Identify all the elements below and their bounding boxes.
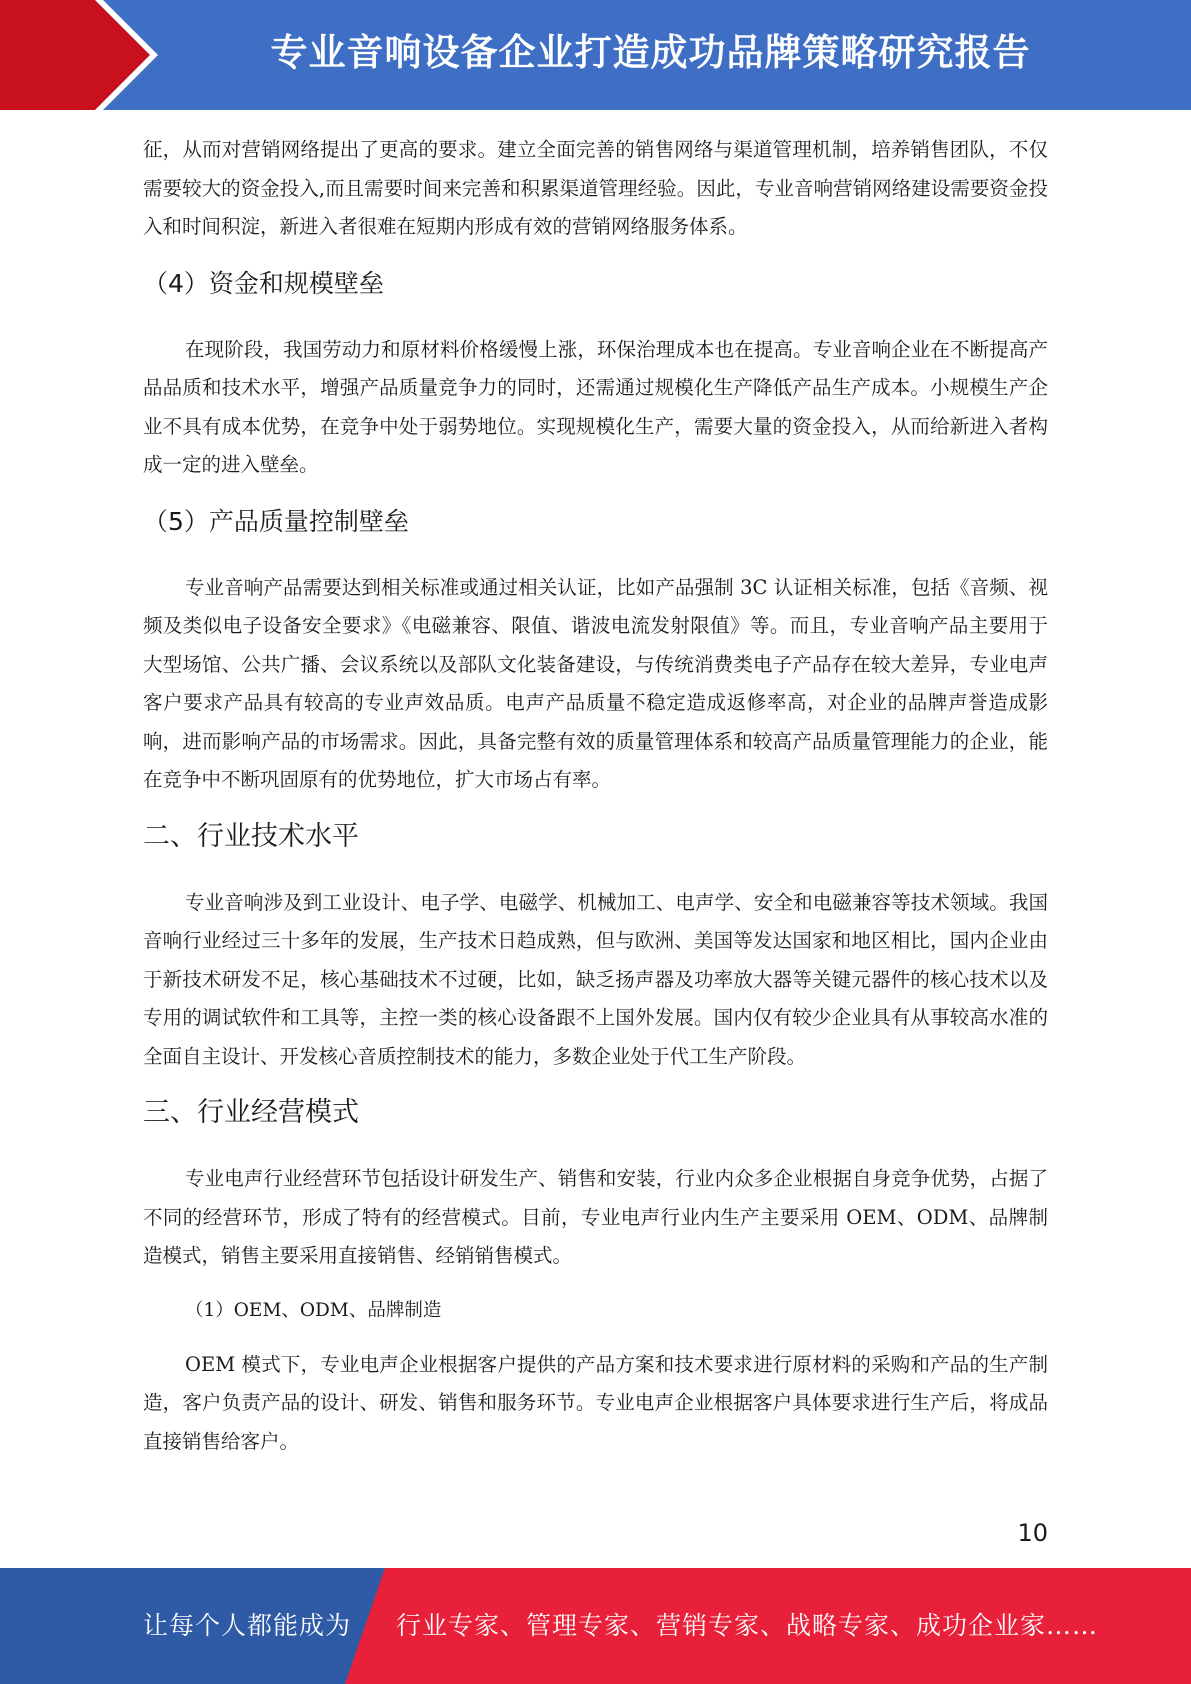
paragraph-capital-scale: 在现阶段，我国劳动力和原材料价格缓慢上涨，环保治理成本也在提高。专业音响企业在不断提高产品品质和技术水平，增强产品质量竞争力的同时，还需通过规模化生产降低产品生产成本。小规模生产企业不具有成本优势，在竞争中处于弱势地位。实现规模化生产，需要大量的资金投入，从而给新进入者构成一定的进入壁垒。	[143, 337, 1048, 476]
header-banner	[0, 0, 1191, 110]
footer-slogan-right: 行业专家、管理专家、营销专家、战略专家、成功企业家……	[396, 1611, 1099, 1640]
paragraph-marketing-network: 征，从而对营销网络提出了更高的要求。建立全面完善的销售网络与渠道管理机制，培养销售团队，不仅需要较大的资金投入,而且需要时间来完善和积累渠道管理经验。因此，专业音响营销网络建设需要资金投入和时间积淀，新进入者很难在短期内形成有效的营销网络服务体系。	[143, 138, 1048, 238]
paragraph-industry-technology: 专业音响涉及到工业设计、电子学、电磁学、机械加工、电声学、安全和电磁兼容等技术领域。我国音响行业经过三十多年的发展，生产技术日趋成熟，但与欧洲、美国等发达国家和地区相比，国内企业由于新技术研发不足，核心基础技术不过硬，比如，缺乏扬声器及功率放大器等关键元器件的核心技术以及专用的调试软件和工具等，主控一类的核心设备跟不上国外发展。国内仅有较少企业具有从事较高水准的全面自主设计、开发核心音质控制技术的能力，多数企业处于代工生产阶段。	[143, 890, 1048, 1068]
heading-quality-control-barrier: （5）产品质量控制壁垒	[143, 506, 409, 536]
footer-slogan-left: 让每个人都能成为	[143, 1611, 352, 1640]
footer-banner	[0, 1568, 1191, 1684]
paragraph-oem-mode: OEM 模式下，专业电声企业根据客户提供的产品方案和技术要求进行原材料的采购和产品的生产制造，客户负责产品的设计、研发、销售和服务环节。专业电声企业根据客户具体要求进行生产后，将成品直接销售给客户。	[143, 1352, 1048, 1453]
document-body	[143, 131, 1048, 1461]
report-title: 专业音响设备企业打造成功品牌策略研究报告	[270, 31, 1031, 74]
heading-business-model: 三、行业经营模式	[143, 1097, 359, 1128]
paragraph-quality-control: 专业音响产品需要达到相关标准或通过相关认证，比如产品强制 3C 认证相关标准，包括《音频、视频及类似电子设备安全要求》《电磁兼容、限值、谐波电流发射限值》等。而且，专业音响产品主要用于大型场馆、公共广播、会议系统以及部队文化装备建设，与传统消费类电子产品存在较大差异，专业电声客户要求产品具有较高的专业声效品质。电声产品质量不稳定造成返修率高，对企业的品牌声誉造成影响，进而影响产品的市场需求。因此，具备完整有效的质量管理体系和较高产品质量管理能力的企业，能在竞争中不断巩固原有的优势地位，扩大市场占有率。	[143, 575, 1048, 791]
subheading-oem-odm: （1）OEM、ODM、品牌制造	[185, 1299, 442, 1321]
heading-capital-scale-barrier: （4）资金和规模壁垒	[143, 268, 384, 298]
heading-industry-technology: 二、行业技术水平	[143, 820, 359, 852]
page-number: 10	[1017, 1519, 1048, 1547]
paragraph-business-model: 专业电声行业经营环节包括设计研发生产、销售和安装，行业内众多企业根据自身竞争优势，占据了不同的经营环节，形成了特有的经营模式。目前，专业电声行业内生产主要采用 OEM、ODM、品牌制造模式，销售主要采用直接销售、经销销售模式。	[143, 1167, 1048, 1267]
